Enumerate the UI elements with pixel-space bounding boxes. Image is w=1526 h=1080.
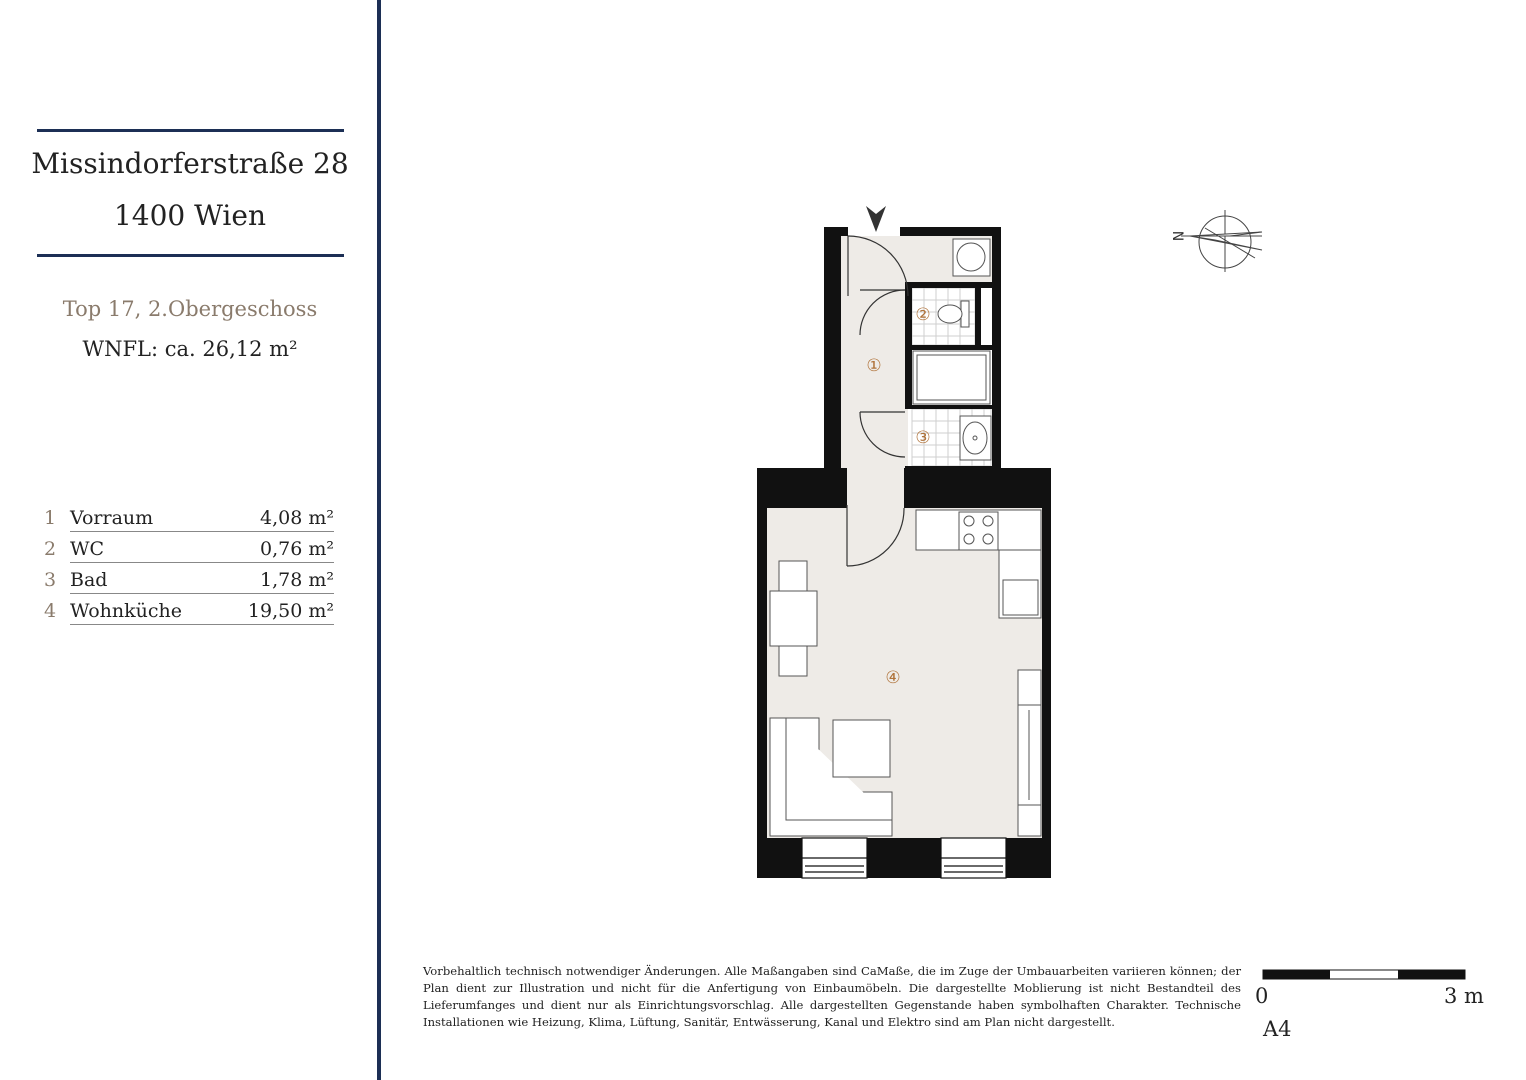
room-area: 1,78 m²	[260, 569, 334, 591]
compass-icon	[1181, 210, 1262, 272]
room-number: 2	[44, 538, 57, 560]
street-address: Missindorferstraße 28	[31, 147, 349, 180]
disclaimer-text: Vorbehaltlich technisch notwendiger Änderungen. Alle Maßangaben sind CaMaße, die im Zuge der Umbauarbeiten variieren können; der Plan dient zur Illustration und nicht für die Anfertigung von Einbaumöbeln. Die dargestellte Moblierung ist nicht Bestandteil des Lieferumfanges und dient nur als Einrichtungsvorschlag. Alle dargestellten Gegenstande haben symbolhaften Charakter. Technische Installationen wie Heizung, Klima, Lüftung, Sanitär, Entwässerung, Kanal und Elektro sind am Plan nicht dargestellt.	[423, 964, 1241, 1029]
living-area-total: WNFL: ca. 26,12 m²	[82, 337, 298, 361]
room-label: ④	[885, 668, 901, 688]
unit-location: Top 17, 2.Obergeschoss	[62, 297, 318, 321]
room-label: ③	[915, 428, 931, 448]
scale-start-label: 0	[1255, 984, 1269, 1008]
room-number: 1	[44, 507, 57, 529]
room-name: Bad	[70, 569, 108, 591]
room-number: 4	[44, 600, 57, 622]
paper-size-label: A4	[1263, 1017, 1292, 1041]
room-area: 0,76 m²	[260, 538, 334, 560]
wardrobe	[1018, 670, 1041, 836]
room-label: ②	[915, 305, 931, 325]
city: 1400 Wien	[113, 199, 266, 232]
room-area: 4,08 m²	[260, 507, 334, 529]
sink-icon	[960, 416, 991, 460]
room-name: WC	[70, 538, 105, 560]
shower-icon	[913, 351, 990, 404]
room-label: ①	[866, 356, 882, 376]
washing-machine-icon	[953, 239, 990, 276]
scale-end-label: 3 m	[1444, 984, 1484, 1008]
room-number: 3	[44, 569, 57, 591]
north-label: N	[1169, 230, 1185, 242]
room-name: Wohnküche	[70, 600, 183, 622]
room-area: 19,50 m²	[247, 600, 334, 622]
scale-bar	[1263, 970, 1465, 979]
entrance-arrow-icon	[866, 206, 886, 232]
room-name: Vorraum	[70, 507, 154, 529]
